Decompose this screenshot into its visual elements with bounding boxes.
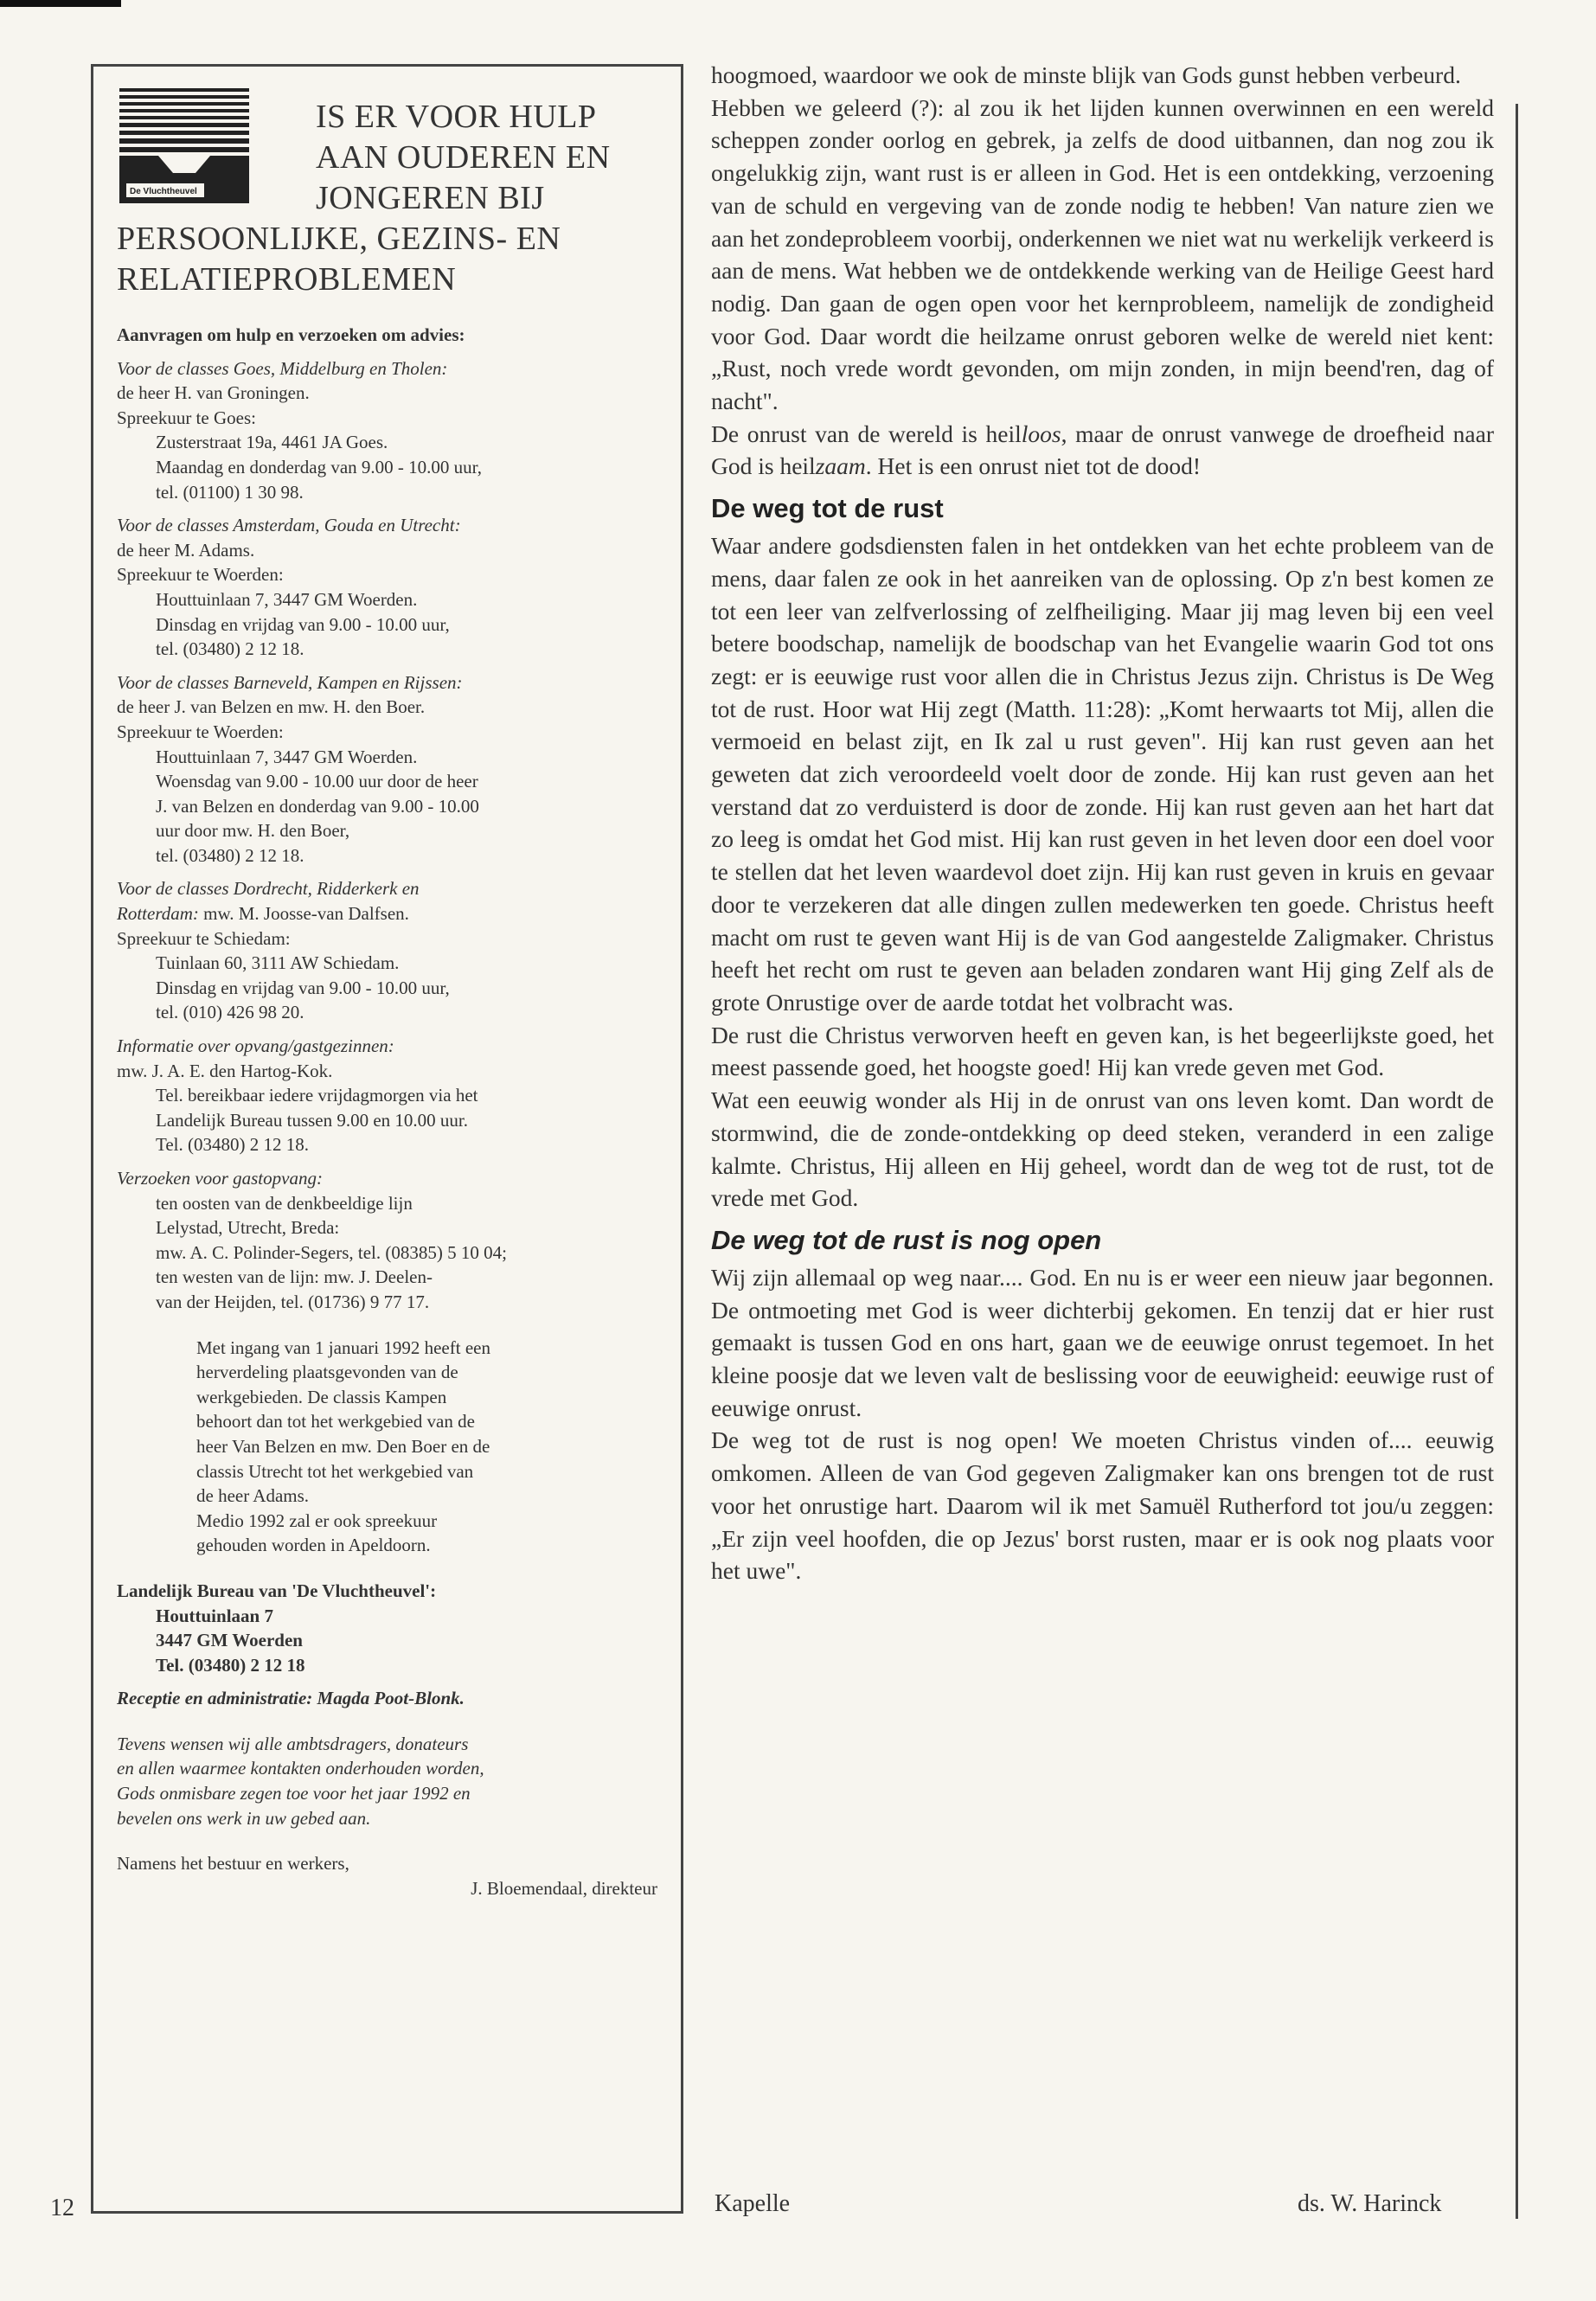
footer-author: ds. W. Harinck	[1298, 2190, 1442, 2217]
contact-person: de heer H. van Groningen.	[117, 382, 310, 404]
info-box-content	[117, 323, 670, 1900]
contact-person: de heer J. van Belzen en mw. H. den Boer.	[117, 696, 426, 718]
section-heading: De weg tot de rust	[711, 493, 944, 524]
notice-line: Met ingang van 1 januari 1992 heeft een	[196, 1336, 490, 1358]
section-goes	[117, 356, 670, 505]
page-number: 12	[50, 2195, 74, 2221]
bureau-line: 3447 GM Woerden	[156, 1630, 303, 1651]
classes-label: Voor de classes Amsterdam, Gouda en Utrecht:	[117, 515, 461, 536]
paragraph: De onrust van de wereld is heilloos, maar de onrust vanwege de droefheid naar God is heilzaam. Het is een onrust niet tot de dood!	[711, 420, 1494, 480]
detail-line: ten oosten van de denkbeeldige lijn	[156, 1192, 413, 1214]
heading-line: JONGEREN BIJ	[316, 180, 545, 216]
detail-line: Zusterstraat 19a, 4461 JA Goes.	[156, 432, 388, 453]
notice-line: gehouden worden in Apeldoorn.	[196, 1535, 431, 1556]
detail-line: mw. A. C. Polinder-Segers, tel. (08385) 5 10 04;	[156, 1241, 507, 1263]
detail-line: Houttuinlaan 7, 3447 GM Woerden.	[156, 746, 418, 767]
notice-line: Medio 1992 zal er ook spreekuur	[196, 1509, 438, 1531]
spreekuur-label: Spreekuur te Woerden:	[117, 721, 284, 742]
spreekuur-label: Spreekuur te Schiedam:	[117, 927, 291, 949]
classes-label: Voor de classes Dordrecht, Ridderkerk en	[117, 878, 420, 900]
signature: J. Bloemendaal, direkteur	[471, 1877, 657, 1899]
wish-line: en allen waarmee kontakten onderhouden worden,	[117, 1758, 484, 1779]
bureau-line: Houttuinlaan 7	[156, 1605, 273, 1626]
vluchtheuvel-logo	[119, 87, 249, 203]
notice-line: de heer Adams.	[196, 1485, 310, 1507]
detail-line: Houttuinlaan 7, 3447 GM Woerden.	[156, 588, 418, 610]
detail-line: Lelystad, Utrecht, Breda:	[156, 1217, 340, 1239]
bureau-line: Tel. (03480) 2 12 18	[156, 1654, 305, 1676]
detail-line: van der Heijden, tel. (01736) 9 77 17.	[156, 1291, 430, 1312]
detail-line: tel. (010) 426 98 20.	[156, 1002, 304, 1023]
detail-line: tel. (03480) 2 12 18.	[156, 638, 304, 660]
paragraph: Wat een eeuwig wonder als Hij in de onrust van ons leven komt. Dan wordt de stormwind, die de zonde-ontdekking op deed steken, veranderd in een zalige kalmte. Christus, Hij alleen en Hij geheel, wordt dan de weg tot de rust, tot de vrede met God.	[711, 1086, 1494, 1212]
paragraph: Hebben we geleerd (?): al zou ik het lijden kunnen overwinnen en een wereld scheppen zonder oorlog en gebrek, ja zelfs de dood uitbannen, dan nog zou ik ongelukkig zijn, want rust is er alleen in God. Het is een ontdekking, verzoening van de schuld en vergeving van de zonde nodig te hebben! Van nature zien we aan het zondeprobleem voorbij, onderkennen we niet wat nu werkelijk verkeerd is aan de mens. Wat hebben we de ontdekkende werking van de Heilige Geest hard nodig. Dan gaan de ogen open voor het kernprobleem, namelijk de zondigheid voor God. Daar wordt die heilzame onrust geboren welke de wereld niet kent: „Rust, noch vrede wordt gevonden, om mijn zonden, in mijn beend'ren, dag of nacht".	[711, 93, 1494, 415]
bureau-title: Landelijk Bureau van 'De Vluchtheuvel':	[117, 1580, 437, 1601]
paragraph: hoogmoed, waardoor we ook de minste blijk van Gods gunst hebben verbeurd.	[711, 61, 1461, 88]
bureau-address	[117, 1579, 670, 1677]
detail-line: Woensdag van 9.00 - 10.00 uur door de heer	[156, 771, 478, 792]
gastopvang-title: Verzoeken voor gastopvang:	[117, 1168, 323, 1189]
detail-line: tel. (01100) 1 30 98.	[156, 481, 304, 503]
detail-line: Maandag en donderdag van 9.00 - 10.00 uur,	[156, 456, 483, 478]
paragraph: Wij zijn allemaal op weg naar.... God. En nu is er weer een nieuw jaar begonnen. De ontmoeting met God is weer dichterbij gekomen. En tenzij dat er hier rust gemaakt is tussen God en ons hart, gaan we de eeuwige onrust tegemoet. In het kleine poosje dat we leven valt de beslissing voor de eeuwigheid: eeuwige rust of eeuwige onrust.	[711, 1263, 1494, 1421]
detail-line: Dinsdag en vrijdag van 9.00 - 10.00 uur,	[156, 977, 450, 998]
redistribution-notice	[117, 1336, 646, 1558]
intro-line: Aanvragen om hulp en verzoeken om advies:	[117, 324, 465, 345]
box-heading-full	[117, 219, 670, 300]
notice-line: werkgebieden. De classis Kampen	[196, 1386, 447, 1407]
heading-line: IS ER VOOR HULP	[316, 99, 597, 135]
detail-line: Landelijk Bureau tussen 9.00 en 10.00 uur.	[156, 1109, 469, 1131]
heading-line: PERSOONLIJKE, GEZINS- EN	[117, 221, 561, 257]
contact-person: de heer M. Adams.	[117, 539, 255, 561]
detail-line: Tuinlaan 60, 3111 AW Schiedam.	[156, 952, 400, 974]
heading-line: RELATIEPROBLEMEN	[117, 261, 457, 298]
paragraph: De weg tot de rust is nog open! We moeten Christus vinden of.... eeuwig omkomen. Alleen de van God gegeven Zaligmaker kan ons brengen tot de rust voor het onrustige hart. Daarom wil ik met Samuël Rutherford tot jou/u zeggen: „Er zijn veel hoofden, die op Jezus' borst rusten, maar er is ook nog plaats voor het uwe".	[711, 1426, 1494, 1585]
article-column	[711, 59, 1494, 1587]
paragraph: De rust die Christus verworven heeft en geven kan, is het begeerlijkste goed, het meest passende goed, het hoogste goed! Hij kan vrede geven met God.	[711, 1021, 1494, 1081]
box-heading	[316, 97, 679, 219]
heading-line: AAN OUDEREN EN	[316, 139, 611, 176]
notice-line: classis Utrecht tot het werkgebied van	[196, 1460, 474, 1482]
paragraph: Waar andere godsdiensten falen in het ontdekken van het echte probleem van de mens, daar falen ze ook in het aanreiken van de oplossing. Op z'n best komen ze tot een leer van zelfverlossing of zelfheiliging. Maar jij mag leven bij een veel betere boodschap, namelijk de boodschap van het Evangelie waarin God tot ons zegt: er is eeuwige rust voor allen die in Christus Jezus zijn. Christus is De Weg tot de rust. Hoor wat Hij zegt (Matth. 11:28): „Komt herwaarts tot Mij, allen die vermoeid en belast zijt, en Ik zal u rust geven". Hij kan rust geven aan het geweten dat zich veroordeeld voelt door de zonde. Hij kan rust geven aan het verstand dat zo verduisterd is door de zonde. Hij kan rust geven aan het hart dat zo leeg is omdat het God mist. Hij kan rust geven in het leven door een doel voor te stellen dat het leven waardevol doet zijn. Hij kan rust geven in kruis en gevaar door te verzekeren dat alle dingen zullen medewerken ten goede. Christus heeft macht om rust te geven want Hij is de van God aangestelde Zaligmaker. Christus heeft het recht om rust te geven aan beladen zondaren want Hij ging Zelf als de grote Onrustige over de aarde totdat het volbracht was.	[711, 532, 1494, 1016]
wish-line: bevelen ons werk in uw gebed aan.	[117, 1807, 371, 1829]
spreekuur-label: Spreekuur te Goes:	[117, 407, 256, 428]
detail-line: Tel. (03480) 2 12 18.	[156, 1134, 310, 1156]
section-barneveld	[117, 670, 670, 868]
detail-line: J. van Belzen en donderdag van 9.00 - 10.00	[156, 795, 479, 817]
namens-line: Namens het bestuur en werkers,	[117, 1853, 349, 1875]
wish-line: Tevens wensen wij alle ambtsdragers, donateurs	[117, 1733, 469, 1754]
classes-label: Voor de classes Goes, Middelburg en Tholen:	[117, 357, 448, 379]
section-gastopvang	[117, 1166, 670, 1315]
top-rule	[0, 0, 121, 7]
section-opvang	[117, 1034, 670, 1157]
detail-line: Dinsdag en vrijdag van 9.00 - 10.00 uur,	[156, 613, 450, 635]
contact-person: mw. M. Joosse-van Dalfsen.	[198, 903, 409, 925]
detail-line: Tel. bereikbaar iedere vrijdagmorgen via het	[156, 1085, 478, 1106]
opvang-title: Informatie over opvang/gastgezinnen:	[117, 1035, 394, 1057]
detail-line: uur door mw. H. den Boer,	[156, 820, 350, 842]
notice-line: heer Van Belzen en mw. Den Boer en de	[196, 1435, 490, 1457]
new-year-wish	[117, 1732, 670, 1830]
classes-label: Voor de classes Barneveld, Kampen en Rijssen:	[117, 671, 463, 693]
wish-line: Gods onmisbare zegen toe voor het jaar 1992 en	[117, 1783, 471, 1804]
notice-line: herverdeling plaatsgevonden van de	[196, 1362, 458, 1383]
logo-text: De Vluchtheuvel	[130, 187, 197, 196]
section-amsterdam	[117, 513, 670, 662]
section-heading: De weg tot de rust is nog open	[711, 1224, 1102, 1255]
detail-line: tel. (03480) 2 12 18.	[156, 844, 304, 866]
classes-label-cont: Rotterdam:	[117, 903, 199, 925]
footer-place: Kapelle	[715, 2190, 791, 2217]
notice-line: behoort dan tot het werkgebied van de	[196, 1411, 475, 1433]
detail-line: ten westen van de lijn: mw. J. Deelen-	[156, 1266, 433, 1288]
contact-person: mw. J. A. E. den Hartog-Kok.	[117, 1060, 333, 1081]
receptie-line: Receptie en administratie: Magda Poot-Blonk.	[117, 1688, 465, 1709]
right-rule	[1516, 104, 1518, 2219]
spreekuur-label: Spreekuur te Woerden:	[117, 564, 284, 586]
classes-person-line	[117, 901, 670, 926]
section-dordrecht	[117, 876, 670, 1025]
